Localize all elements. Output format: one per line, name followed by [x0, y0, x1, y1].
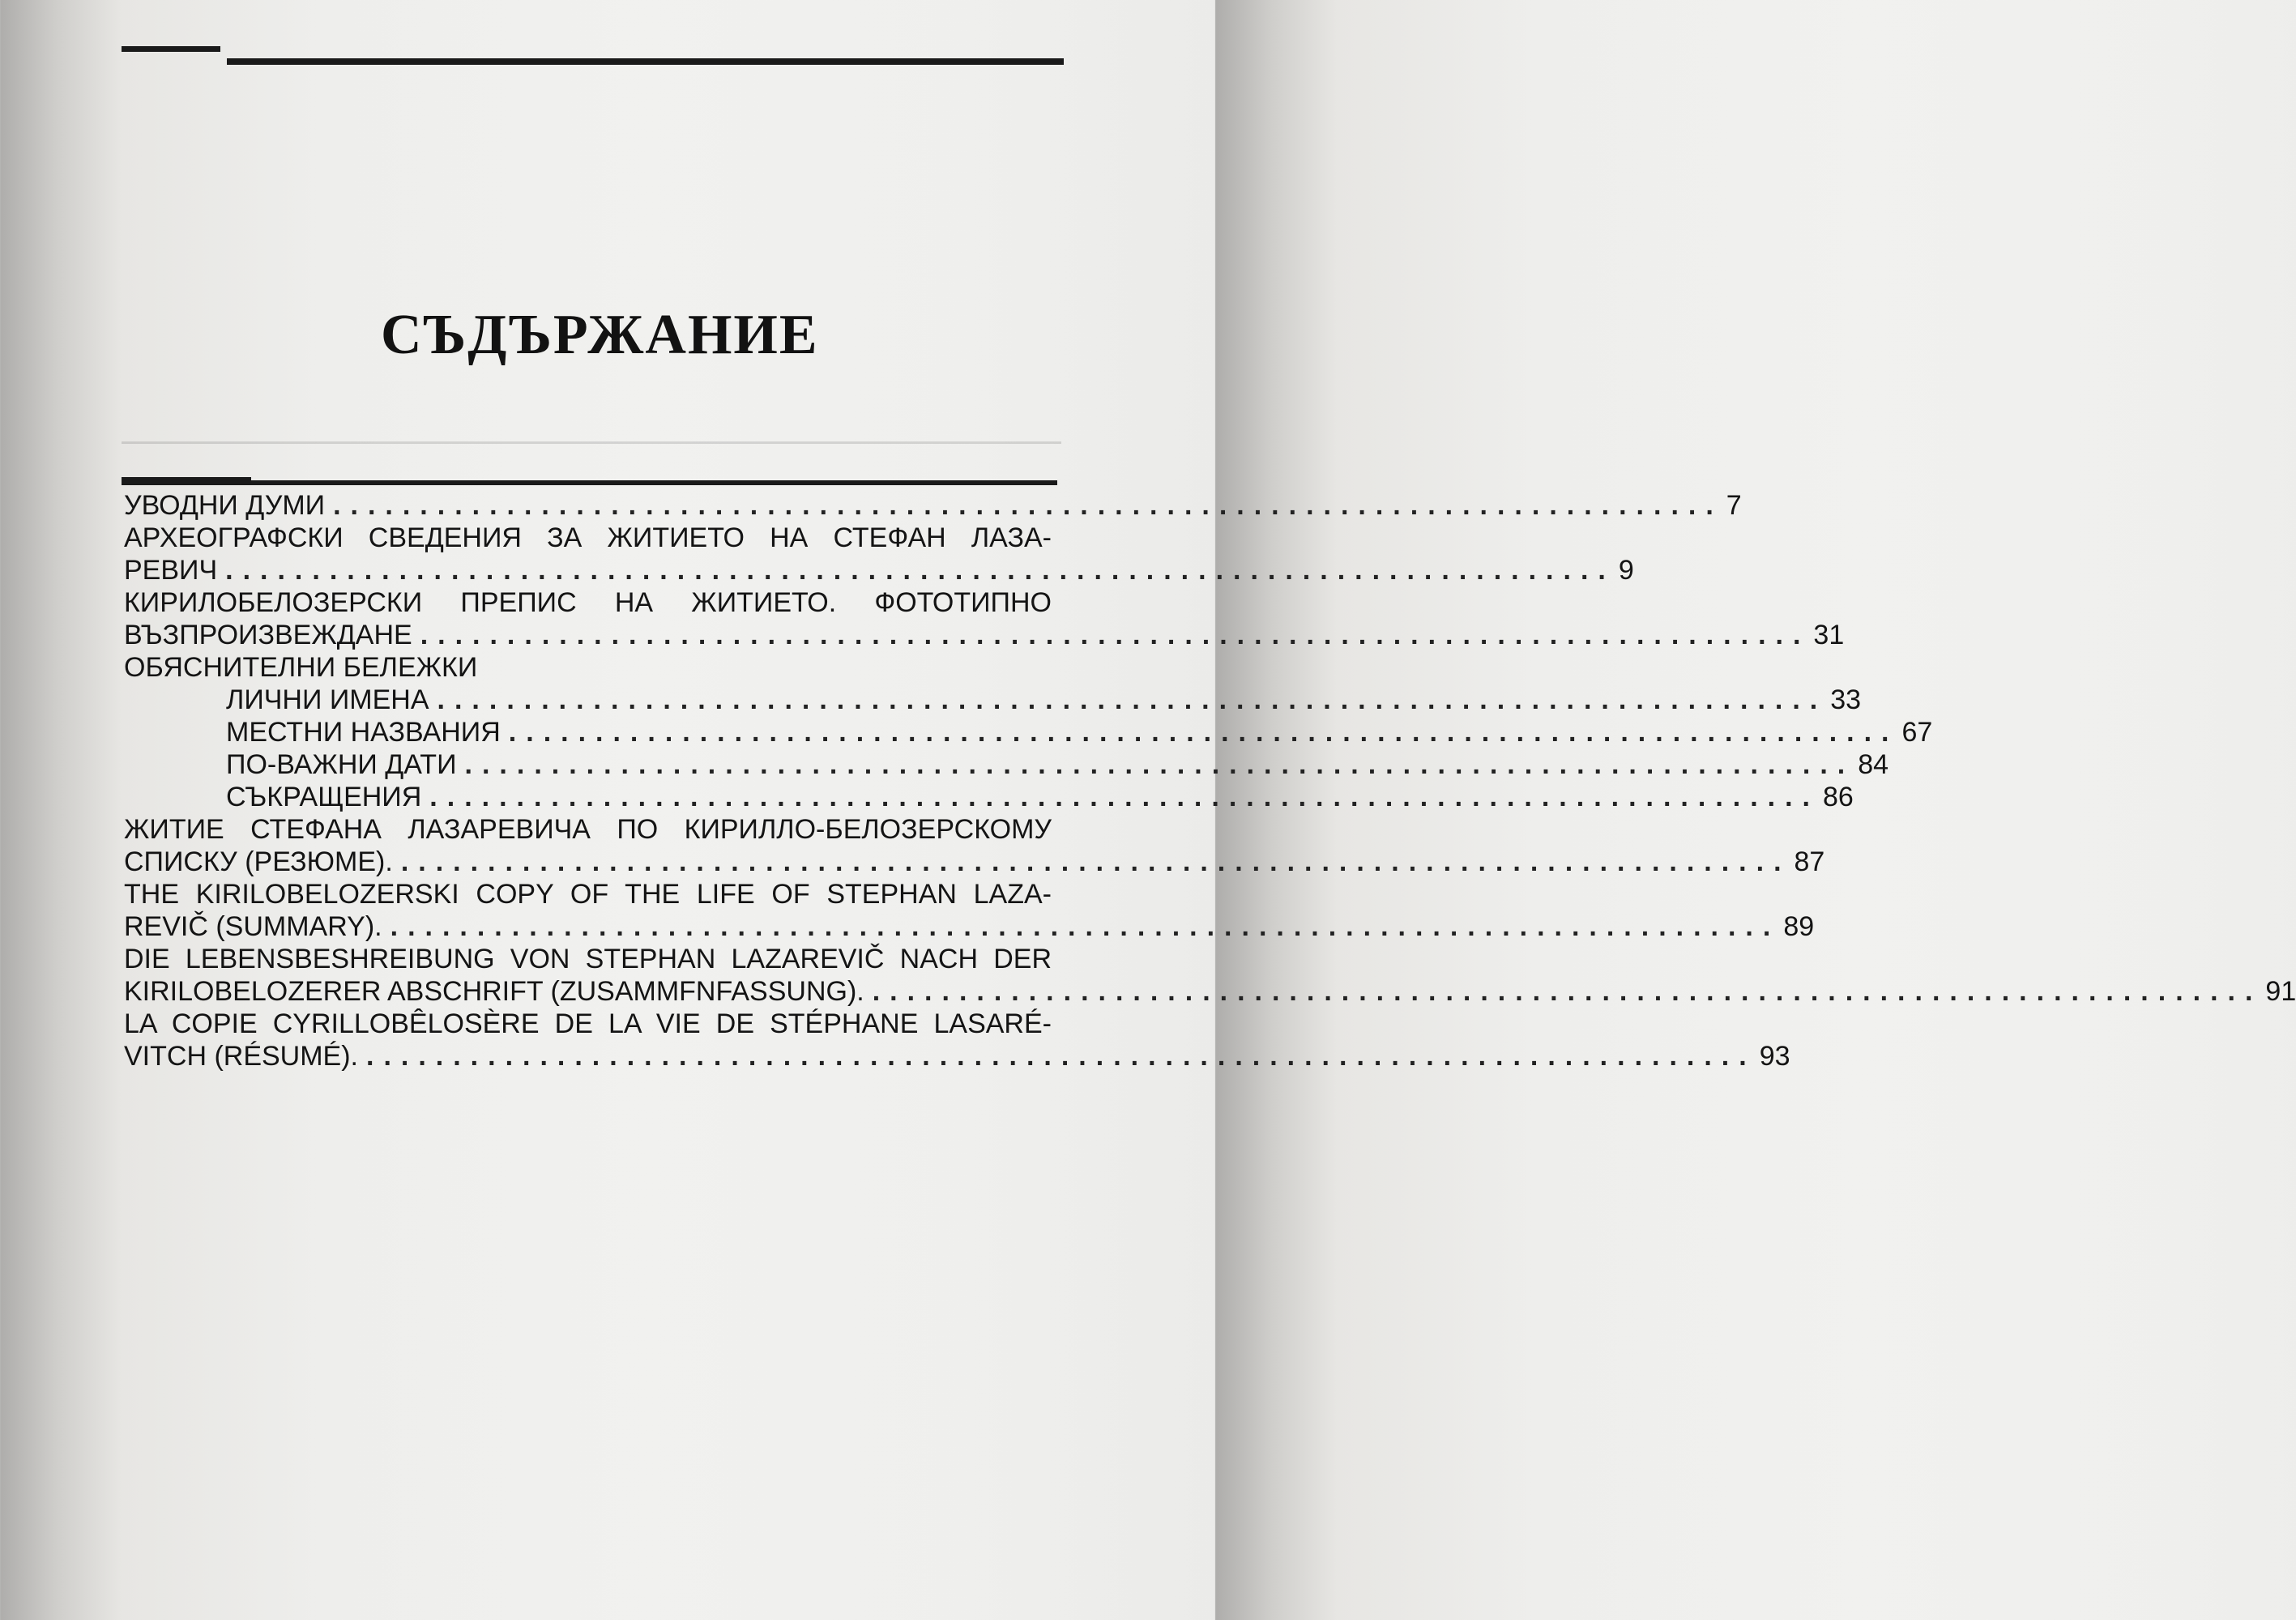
- toc-entry-title: ЖИТИЕ СТЕФАНА ЛАЗАРЕВИЧА ПО КИРИЛЛО-БЕЛОЗЕРСКОМУ: [124, 814, 1052, 845]
- toc-entry-title: VITCH (RÉSUMÉ).: [124, 1041, 358, 1072]
- toc-leader-dots: ................................................................................: [225, 555, 1615, 586]
- toc-line: [124, 878, 1052, 910]
- toc-entry-title: МЕСТНИ НАЗВАНИЯ: [226, 717, 501, 748]
- toc-line: [124, 1008, 1052, 1040]
- toc-entry-title: ОБЯСНИТЕЛНИ БЕЛЕЖКИ: [124, 652, 478, 683]
- toc-page-number: 91: [2265, 976, 2296, 1007]
- table-of-contents: [124, 489, 2296, 1072]
- toc-entry: [124, 522, 1634, 586]
- toc-line: [124, 1040, 1790, 1072]
- toc-leader-dots: ................................................................................: [366, 1041, 1756, 1072]
- toc-line: [124, 651, 1052, 684]
- toc-entry-title: РЕВИЧ: [124, 555, 218, 586]
- toc-line: [124, 910, 1815, 943]
- show-through-rule: [122, 441, 1061, 444]
- toc-entry-title: LA COPIE CYRILLOBÊLOSÈRE DE LA VIE DE STÉPHANE LASARÉ-: [124, 1008, 1052, 1039]
- toc-entry: [124, 651, 1052, 684]
- title-rule-long: [122, 480, 1057, 485]
- toc-line: [226, 684, 1862, 716]
- toc-entry-title: DIE LEBENSBESHREIBUNG VON STEPHAN LAZAREVIČ NACH DER: [124, 944, 1052, 974]
- toc-entry-title: REVIČ (SUMMARY).: [124, 911, 382, 942]
- toc-entry: [124, 813, 1825, 878]
- toc-line: [124, 522, 1052, 554]
- toc-leader-dots: ................................................................................: [400, 846, 1791, 877]
- page-title: СЪДЪРЖАНИЕ: [381, 303, 819, 366]
- toc-line: [226, 716, 1933, 748]
- toc-entry: [124, 1008, 1790, 1072]
- toc-leader-dots: ................................................................................: [872, 976, 2263, 1007]
- toc-entry: [124, 878, 1815, 943]
- toc-page-number: 93: [1759, 1041, 1790, 1072]
- toc-line: [124, 846, 1825, 878]
- toc-page-number: 9: [1618, 555, 1634, 586]
- toc-entry-title: УВОДНИ ДУМИ: [124, 490, 326, 521]
- toc-entry-title: KIRILOBELOZERER ABSCHRIFT (ZUSAMMFNFASSUNG).: [124, 976, 864, 1007]
- toc-line: [124, 813, 1052, 846]
- toc-entry-title: ВЪЗПРОИЗВЕЖДАНЕ: [124, 620, 412, 650]
- toc-entry: [124, 943, 2296, 1008]
- toc-entry-title: СПИСКУ (РЕЗЮМЕ).: [124, 846, 393, 877]
- toc-entry-title: СЪКРАЩЕНИЯ: [226, 782, 422, 812]
- toc-line: [226, 748, 1889, 781]
- toc-leader-dots: ................................................................................: [508, 717, 1899, 748]
- toc-page-number: 33: [1830, 684, 1862, 715]
- toc-entry: [124, 684, 1862, 716]
- toc-entry: [124, 748, 1889, 781]
- toc-entry: [124, 586, 1845, 651]
- top-rule-short: [122, 46, 220, 52]
- toc-leader-dots: ................................................................................: [333, 490, 1723, 521]
- toc-page-number: 84: [1858, 749, 1889, 780]
- toc-page-number: 7: [1726, 490, 1742, 521]
- toc-page-number: 87: [1794, 846, 1825, 877]
- toc-line: [124, 943, 1052, 975]
- toc-leader-dots: ................................................................................: [464, 749, 1855, 780]
- top-rule-long: [227, 58, 1064, 65]
- toc-entry: [124, 489, 1742, 522]
- toc-leader-dots: ................................................................................: [437, 684, 1828, 715]
- toc-line: [124, 554, 1634, 586]
- toc-entry: [124, 716, 1933, 748]
- toc-leader-dots: ................................................................................: [390, 911, 1781, 942]
- toc-entry-title: ЛИЧНИ ИМЕНА: [226, 684, 429, 715]
- toc-page-number: 67: [1901, 717, 1933, 748]
- toc-line: [124, 489, 1742, 522]
- toc-entry: [124, 781, 1854, 813]
- toc-leader-dots: ................................................................................: [420, 620, 1811, 650]
- toc-leader-dots: ................................................................................: [429, 782, 1820, 812]
- toc-line: [124, 619, 1845, 651]
- toc-entry-title: АРХЕОГРАФСКИ СВЕДЕНИЯ ЗА ЖИТИЕТО НА СТЕФАН ЛАЗА-: [124, 522, 1052, 553]
- toc-entry-title: КИРИЛОБЕЛОЗЕРСКИ ПРЕПИС НА ЖИТИЕТО. ФОТОТИПНО: [124, 587, 1052, 618]
- toc-entry-title: ПО-ВАЖНИ ДАТИ: [226, 749, 457, 780]
- toc-page-number: 89: [1783, 911, 1815, 942]
- toc-line: [124, 975, 2296, 1008]
- toc-line: [226, 781, 1854, 813]
- toc-line: [124, 586, 1052, 619]
- toc-page-number: 31: [1813, 620, 1845, 650]
- toc-entry-title: THE KIRILOBELOZERSKI COPY OF THE LIFE OF STEPHAN LAZA-: [124, 879, 1052, 910]
- toc-page-number: 86: [1823, 782, 1854, 812]
